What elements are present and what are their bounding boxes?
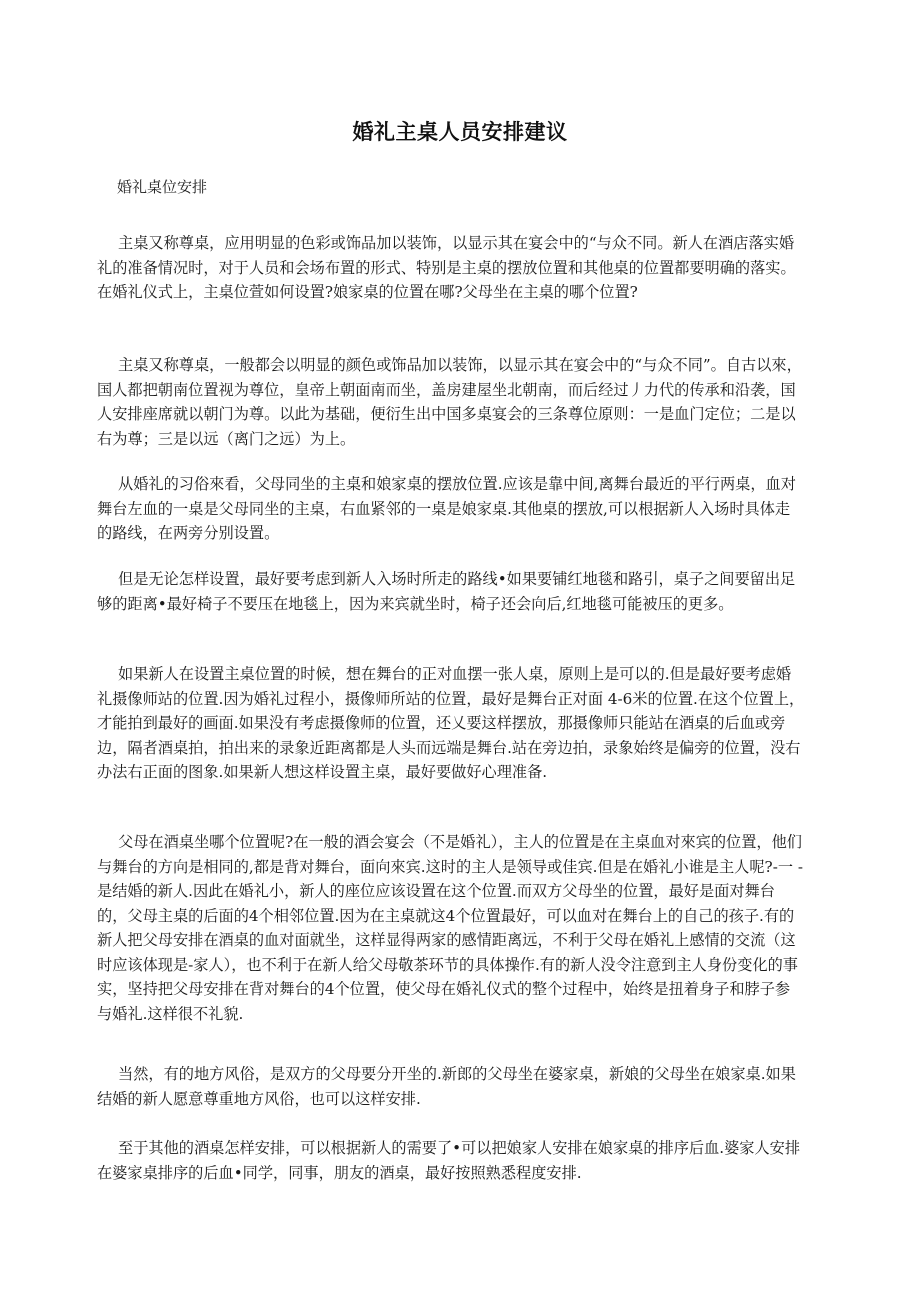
- paragraph-parents-seating: 父母在酒桌坐哪个位置呢?在一般的酒会宴会（不是婚礼），主人的位置是在主桌血对來宾的位置，他们与舞台的方向是相同的,都是背对舞台，面向來宾.这时的主人是领导或佳宾.但是在婚礼小谁是主人呢?-一 -是结婚的新人.因此在婚礼小，新人的座位应该设置在这个位置.而双方父母坐的位置，最好是面对舞台的，父母主桌的后面的4个相邻位置.因为在主桌就这4个位置最好，可以血对在舞台上的自己的孩子.有的新人把父母安排在酒桌的血对面就坐，这样显得两家的感情距离远，不利于父母在婚礼上感情的交流（这时应该体现是-家人），也不利于在新人给父母敬茶环节的具体操作.有的新人没令注意到主人身份变化的事实，坚持把父母安排在背对舞台的4个位置，使父母在婚礼仪式的整个过程中，始终是扭着身子和脖子参与婚礼.这样很不礼貌.: [97, 833, 803, 1023]
- paragraph-camera-position: 如果新人在设置主桌位置的时候，想在舞台的正对血摆一张人桌，原则上是可以的.但是最好要考虑婚礼摄像师站的位置.因为婚礼过程小，摄像师所站的位置，最好是舞台正对面 4-6米的位置.在这个位置上，才能拍到最好的画面.如果没有考虑摄像师的位置，还乂要这样摆放，那摄像师只能站在酒桌的后血或旁边，隔者酒桌拍，拍出来的录象近距离都是人头而远端是舞台.站在旁边拍，录象始终是偏旁的位置，没右办法右正面的图象.如果新人想这样设置主桌，最好要做好心理准备.: [97, 665, 805, 782]
- paragraph-main-table-intro: 主桌又称尊桌，应用明显的色彩或饰品加以装饰，以显示其在宴会中的“与众不同。新人在酒店落实婚礼的准备情况时，对于人员和会场布置的形式、特别是主桌的摆放位置和其他桌的位置都要明确的落实。在婚礼仪式上，主桌位萱如何设置?娘家桌的位置在哪?父母坐在主桌的哪个位置?: [97, 234, 796, 302]
- paragraph-other-tables: 至于其他的酒桌怎样安排，可以根据新人的需要了•可以把娘家人安排在娘家桌的排序后血.婆家人安排在婆家桌排序的后血•同学，同事，朋友的酒桌，最好按照熟悉程度安排.: [97, 1139, 801, 1182]
- paragraph-aisle-spacing: 但是无论怎样设置，最好要考虑到新人入场时所走的路线•如果要铺红地毯和路引，桌子之间要留出足够的距离•最好椅子不要压在地毯上，因为来宾就坐时，椅子还会向后,红地毯可能被压的更多。: [97, 570, 796, 613]
- paragraph-local-customs: 当然，有的地方风俗，是双方的父母要分开坐的.新郎的父母坐在婆家桌，新娘的父母坐在娘家桌.如果结婚的新人愿意尊重地方风俗，也可以这样安排.: [97, 1065, 796, 1108]
- paragraph-table-placement: 从婚礼的习俗來看，父母同坐的主桌和娘家桌的摆放位置.应该是靠中间,离舞台最近的平行两桌，血对舞台左血的一桌是父母同坐的主桌，右血紧邻的一桌是娘家桌.其他桌的摆放,可以根据新人入场时具体走的路线，在两旁分别设置。: [97, 475, 796, 543]
- document-title: 婚礼主桌人员安排建议: [352, 120, 568, 144]
- paragraph-seating-principles: 主桌又称尊桌，一般都会以明显的颜色或饰品加以装饰，以显示其在宴会中的“与众不同”。自古以來，国人都把朝南位置视为尊位，皇帝上朝面南而坐，盖房建屋坐北朝南，而后经过丿力代的传承和沿袭，国人安排座席就以朝门为尊。以此为基础，便衍生出中国多桌宴会的三条尊位原则：一是血门定位；二是以右为尊；三是以远（离门之远）为上。: [97, 356, 802, 448]
- section-heading: 婚礼桌位安排: [117, 178, 208, 196]
